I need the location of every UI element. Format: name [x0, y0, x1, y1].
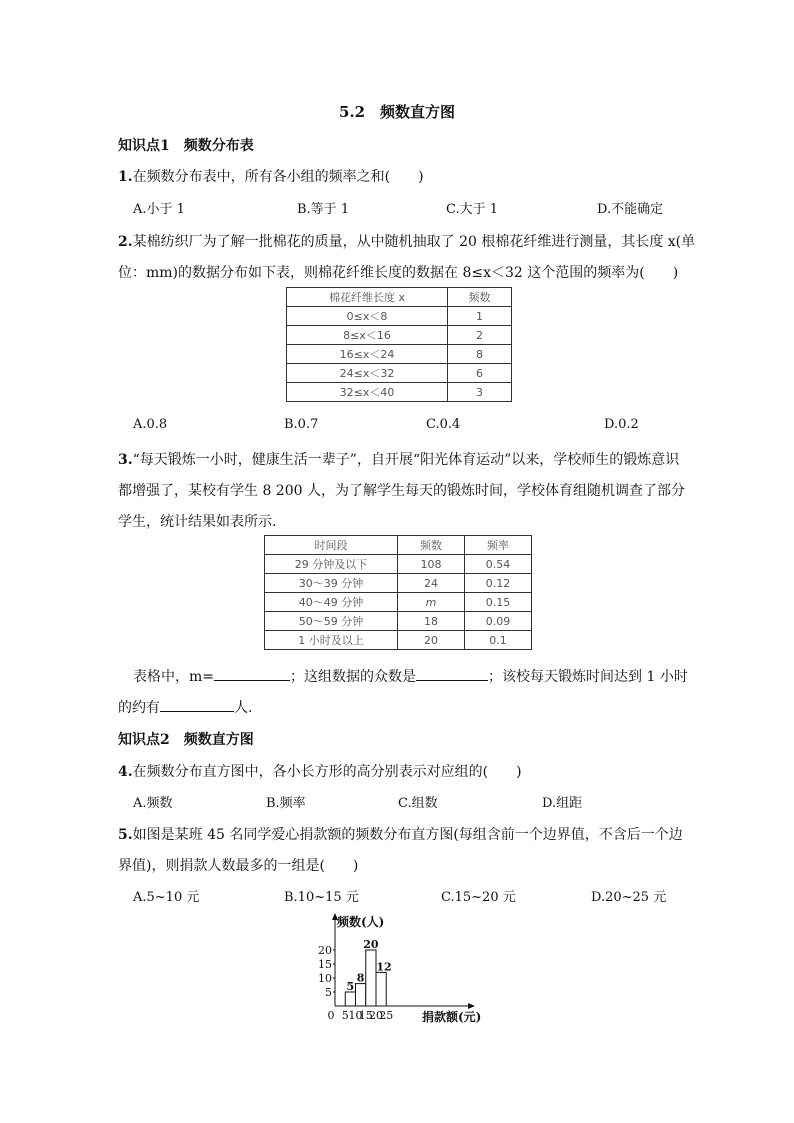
blank-mode[interactable]	[416, 668, 488, 681]
fill-text: ；该校每天锻炼时间达到 1 小时	[488, 669, 688, 685]
table-cell: 32≤x＜40	[287, 383, 448, 402]
x-tick-label: 5	[341, 1009, 349, 1022]
q4-option-b[interactable]: B.频率	[266, 796, 306, 811]
question-1	[118, 166, 424, 186]
question-number: 3.	[118, 452, 133, 468]
question-5-line-2: 界值)，则捐款人数最多的一组是( )	[118, 858, 359, 874]
x-tick-label: 20	[369, 1009, 383, 1022]
q4-option-a[interactable]: A.频数	[133, 796, 173, 811]
chart-labels	[318, 914, 481, 1024]
question-5-line-1	[118, 824, 683, 844]
fiber-length-table	[286, 287, 512, 402]
question-number: 1.	[118, 169, 133, 185]
question-text: “每天锻炼一小时，健康生活一辈子”，自开展“阳光体育运动”以来，学校师生的锻炼意识	[132, 452, 680, 468]
table-row	[265, 555, 532, 574]
question-4	[118, 761, 522, 781]
question-3-fill-line-2	[118, 697, 252, 717]
y-tick-label: 20	[318, 944, 332, 957]
table-cell: 24≤x＜32	[287, 364, 448, 383]
table-cell: 0.54	[465, 555, 532, 574]
page-title: 5.2 频数直方图	[338, 103, 456, 121]
table-header-row	[265, 536, 532, 555]
x-tick-label: 25	[379, 1009, 394, 1022]
q2-option-b[interactable]: B.0.7	[284, 417, 319, 432]
table-header-cell: 频数	[448, 288, 512, 307]
table-cell: 3	[448, 383, 512, 402]
table-cell: 1 小时及以上	[265, 631, 398, 650]
question-2-line-2: 位：mm)的数据分布如下表，则棉花纤维长度的数据在 8≤x＜32 这个范围的频率为( )	[118, 265, 679, 281]
q4-option-c[interactable]: C.组数	[398, 796, 438, 811]
table-cell: 108	[398, 555, 465, 574]
blank-count[interactable]	[160, 699, 234, 712]
table-row	[287, 364, 512, 383]
q1-option-a[interactable]: A.小于 1	[133, 202, 185, 217]
x-tick-label: 10	[348, 1009, 363, 1022]
fill-text: ；这组数据的众数是	[290, 669, 417, 685]
chart-bars	[345, 950, 386, 1006]
table-cell: 1	[448, 307, 512, 326]
q5-option-b[interactable]: B.10~15 元	[284, 890, 359, 905]
fill-text: 的约有	[118, 700, 160, 716]
table-cell: 20	[398, 631, 465, 650]
table-cell: 6	[448, 364, 512, 383]
question-text: 某棉纺织厂为了解一批棉花的质量，从中随机抽取了 20 根棉花纤维进行测量，其长度 x(单	[132, 234, 696, 250]
y-tick-label: 5	[325, 986, 332, 999]
question-3-fill-line-1	[133, 666, 688, 686]
q1-option-c[interactable]: C.大于 1	[446, 202, 499, 217]
histogram-bar	[356, 984, 366, 1006]
donation-histogram	[310, 910, 510, 1030]
table-cell: 0≤x＜8	[287, 307, 448, 326]
table-row	[265, 612, 532, 631]
table-cell: 18	[398, 612, 465, 631]
table-row	[265, 574, 532, 593]
question-3-line-3: 学生，统计结果如表所示.	[118, 514, 277, 530]
q2-option-d[interactable]: D.0.2	[604, 417, 639, 432]
table-row	[265, 631, 532, 650]
y-tick-label: 10	[318, 972, 332, 985]
y-axis-title: 频数(人)	[337, 915, 385, 929]
section-heading-1: 知识点1 频数分布表	[118, 138, 254, 154]
q2-option-a[interactable]: A.0.8	[133, 417, 168, 432]
x-tick-label: 15	[358, 1009, 373, 1022]
histogram-bar	[376, 972, 386, 1006]
q5-option-d[interactable]: D.20~25 元	[591, 890, 667, 905]
exercise-time-table	[264, 535, 532, 650]
bar-value-label: 8	[356, 971, 365, 985]
table-cell: 0.15	[465, 593, 532, 612]
question-number: 2.	[118, 234, 133, 250]
table-row	[287, 326, 512, 345]
table-cell: 0.12	[465, 574, 532, 593]
table-cell: 30～39 分钟	[265, 574, 398, 593]
fill-text: 人.	[234, 700, 253, 716]
q1-option-d[interactable]: D.不能确定	[597, 202, 664, 217]
table-row	[287, 307, 512, 326]
table-cell: 29 分钟及以下	[265, 555, 398, 574]
table-cell: 0.1	[465, 631, 532, 650]
y-tick-label: 15	[318, 958, 332, 971]
question-number: 5.	[118, 827, 133, 843]
q5-option-a[interactable]: A.5~10 元	[133, 890, 200, 905]
table-header-cell: 时间段	[265, 536, 398, 555]
x-tick-label: 0	[327, 1009, 335, 1022]
question-3-line-1	[118, 449, 679, 469]
table-cell: 0.09	[465, 612, 532, 631]
bar-value-label: 5	[346, 980, 355, 993]
question-3-line-2: 都增强了，某校有学生 8 200 人，为了解学生每天的锻炼时间，学校体育组随机调查了部分	[118, 483, 685, 499]
table-row	[265, 593, 532, 612]
fill-text: 表格中，m=	[133, 669, 215, 685]
table-cell: 8≤x＜16	[287, 326, 448, 345]
bar-value-label: 20	[363, 938, 379, 951]
q5-option-c[interactable]: C.15~20 元	[441, 890, 516, 905]
question-text: 如图是某班 45 名同学爱心捐款额的频数分布直方图(每组含前一个边界值，不含后一个边	[132, 827, 683, 843]
table-cell: 2	[448, 326, 512, 345]
table-cell: 8	[448, 345, 512, 364]
table-cell: 24	[398, 574, 465, 593]
blank-m[interactable]	[214, 668, 290, 681]
q1-option-b[interactable]: B.等于 1	[297, 202, 350, 217]
histogram-bar	[366, 950, 376, 1006]
table-row	[287, 345, 512, 364]
question-2-line-1	[118, 231, 695, 251]
x-axis-arrow-icon	[468, 1003, 475, 1009]
table-header-cell: 棉花纤维长度 x	[287, 288, 448, 307]
table-row	[287, 383, 512, 402]
histogram-bar	[345, 992, 355, 1006]
table-cell: 40～49 分钟	[265, 593, 398, 612]
table-header-cell: 频率	[465, 536, 532, 555]
table-cell: m	[398, 593, 465, 612]
section-heading-2: 知识点2 频数直方图	[118, 732, 254, 748]
table-header-cell: 频数	[398, 536, 465, 555]
question-number: 4.	[118, 764, 133, 780]
table-header-row	[287, 288, 512, 307]
question-text: 在频数分布直方图中，各小长方形的高分别表示对应组的( )	[132, 764, 522, 780]
question-text: 在频数分布表中，所有各小组的频率之和( )	[132, 169, 424, 185]
x-axis-title: 捐款额(元)	[422, 1010, 482, 1024]
table-cell: 50～59 分钟	[265, 612, 398, 631]
q4-option-d[interactable]: D.组距	[542, 796, 583, 811]
table-cell: 16≤x＜24	[287, 345, 448, 364]
q2-option-c[interactable]: C.0.4	[426, 417, 461, 432]
bar-value-label: 12	[376, 960, 392, 974]
